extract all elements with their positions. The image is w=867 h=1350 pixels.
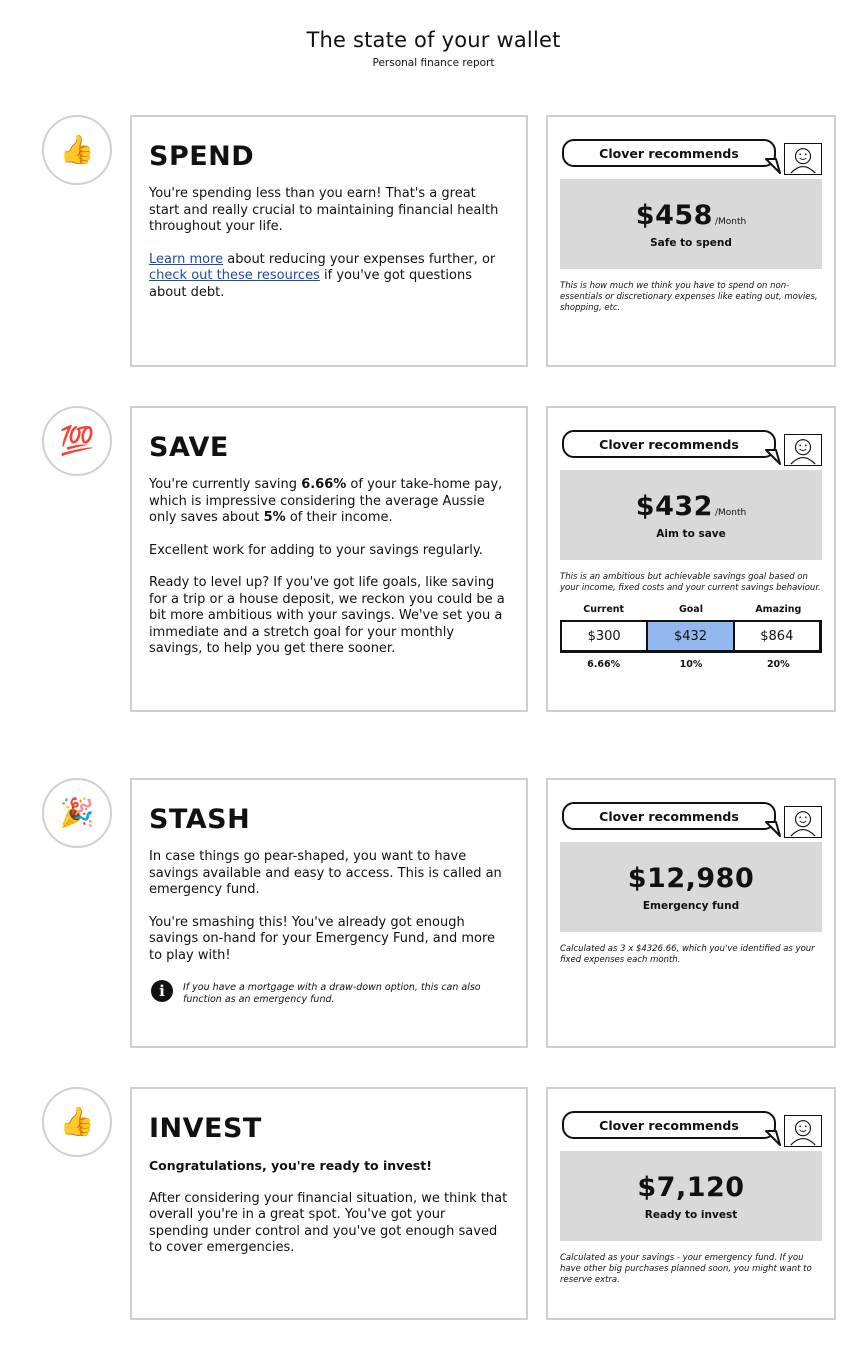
intro-text-3: of their income. [285,510,393,525]
amount-line [636,491,746,522]
recommended-amount: $12,980 [627,862,755,894]
invest-card [130,1087,528,1320]
tier-option-amazing[interactable]: $864 [733,622,819,650]
recommended-amount: $7,120 [637,1171,745,1203]
tier-option-current[interactable]: $300 [587,628,621,644]
stash-card [130,778,528,1048]
save-intro-paragraph [149,477,509,527]
recommend-header [560,1109,822,1149]
recommended-amount: $458 [635,199,713,231]
spend-paragraph: You're spending less than you earn! That's a great start and really crucial to maintaining financial health throughout your life. [149,186,499,234]
links-text-1: about reducing your expenses further, or [223,251,496,267]
tier-label-current: Current [583,604,625,615]
intro-text-1: You're currently saving [149,477,302,492]
section-heading: SPEND [149,141,255,172]
section-icon-circle [42,115,112,185]
stash-paragraph: In case things go pear-shaped, you want to have savings available and easy to access. This is called an emergency fund. [149,849,502,897]
section-heading: SAVE [149,432,229,463]
stash-paragraph: You're smashing this! You've already got enough savings on-hand for your Emergency Fund, and more to play with! [149,914,496,963]
spend-card [130,115,528,367]
tier-label-amazing: Amazing [755,604,802,615]
resources-link[interactable]: check out these resources [149,268,320,283]
info-note [149,980,509,1006]
recommend-header [560,428,822,468]
savings-rate: 6.66% [301,477,347,492]
section-icon-circle [42,778,112,848]
section-heading: INVEST [149,1113,262,1144]
speech-bubble: Clover recommends [562,430,776,458]
thumbs-up-icon: 👍 [59,1105,95,1138]
page-title: The state of your wallet [306,28,561,52]
invest-paragraph: After considering your financial situation, we think that overall you're in a great spot. You've got your spending under control and you've got enough saved to cover emergencies. [149,1190,508,1255]
per-month-label: /Month [714,216,747,227]
recommended-amount: $432 [635,490,713,522]
tier-pct-current: 6.66% [587,659,621,670]
bubble-tail-icon [766,1131,784,1149]
amount-box [560,1151,822,1241]
amount-line [636,200,746,231]
info-icon: i [151,980,173,1002]
amount-box [560,179,822,269]
tier-pct-amazing: 20% [766,659,790,670]
avatar-icon [784,143,822,175]
tier-pct-goal: 10% [679,659,703,670]
avatar-icon [784,806,822,838]
invest-lead: Congratulations, you're ready to invest! [149,1158,432,1173]
intro-text-2: of your take-home pay, which is impressive considering the average Aussie only saves about [149,477,503,525]
amount-caption: Safe to spend [650,236,732,249]
amount-box [560,842,822,932]
recommendation-description: This is how much we think you have to spend on non-essentials or discretionary expenses like eating out, movies, shopping, etc. [560,281,818,313]
amount-line [637,1172,744,1203]
tier-selector [560,620,822,653]
bubble-tail-icon [766,822,784,840]
recommend-header [560,137,822,177]
save-paragraph: Ready to level up? If you've got life goals, like saving for a trip or a house deposit, we reckon you could be a bit more ambitious with your savings. We've set you a immediate and a stretch goal for your monthly savings, to help you get there sooner. [149,575,505,656]
tier-option-goal[interactable]: $432 [646,622,732,650]
avatar-icon [784,1115,822,1147]
speech-bubble: Clover recommends [562,1111,776,1139]
speech-bubble: Clover recommends [562,139,776,167]
savings-tiers [560,604,822,670]
thumbs-up-icon: 👍 [59,133,95,166]
section-icon-circle [42,406,112,476]
speech-bubble: Clover recommends [562,802,776,830]
spend-links-paragraph [149,252,509,302]
per-month-label: /Month [714,507,747,518]
hundred-points-icon: 💯 [59,424,95,457]
recommendation-description: This is an ambitious but achievable savings goal based on your income, fixed costs and your current savings behaviour. [560,572,821,593]
bubble-tail-icon [766,159,784,177]
bubble-tail-icon [766,450,784,468]
save-paragraph: Excellent work for adding to your savings regularly. [149,542,483,558]
tier-percentages [560,659,822,670]
tier-labels [560,604,822,615]
page-subtitle: Personal finance report [372,57,495,69]
avatar-icon [784,434,822,466]
links-text-2: if you've got questions about debt. [149,268,472,300]
recommendation-description: Calculated as 3 x $4326.66, which you've identified as your fixed expenses each month. [560,944,815,965]
amount-caption: Ready to invest [644,1208,738,1221]
info-note-text: If you have a mortgage with a draw-down option, this can also function as an emergency fund. [183,982,481,1005]
party-popper-icon: 🎉 [59,796,95,829]
recommendation-description: Calculated as your savings - your emergency fund. If you have other big purchases planned soon, you might want to reserve extra. [560,1253,812,1285]
amount-caption: Emergency fund [642,899,740,912]
section-heading: STASH [149,804,251,835]
report-header [0,28,867,69]
amount-box [560,470,822,560]
amount-line [628,863,754,894]
recommendation-panel [546,406,836,712]
recommendation-panel [546,115,836,367]
save-card [130,406,528,712]
recommendation-panel [546,1087,836,1320]
amount-caption: Aim to save [656,527,726,540]
average-rate: 5% [263,510,286,525]
recommendation-panel [546,778,836,1048]
tier-label-goal: Goal [678,604,703,615]
recommend-header [560,800,822,840]
section-icon-circle [42,1087,112,1157]
learn-more-link[interactable]: Learn more [149,251,224,267]
